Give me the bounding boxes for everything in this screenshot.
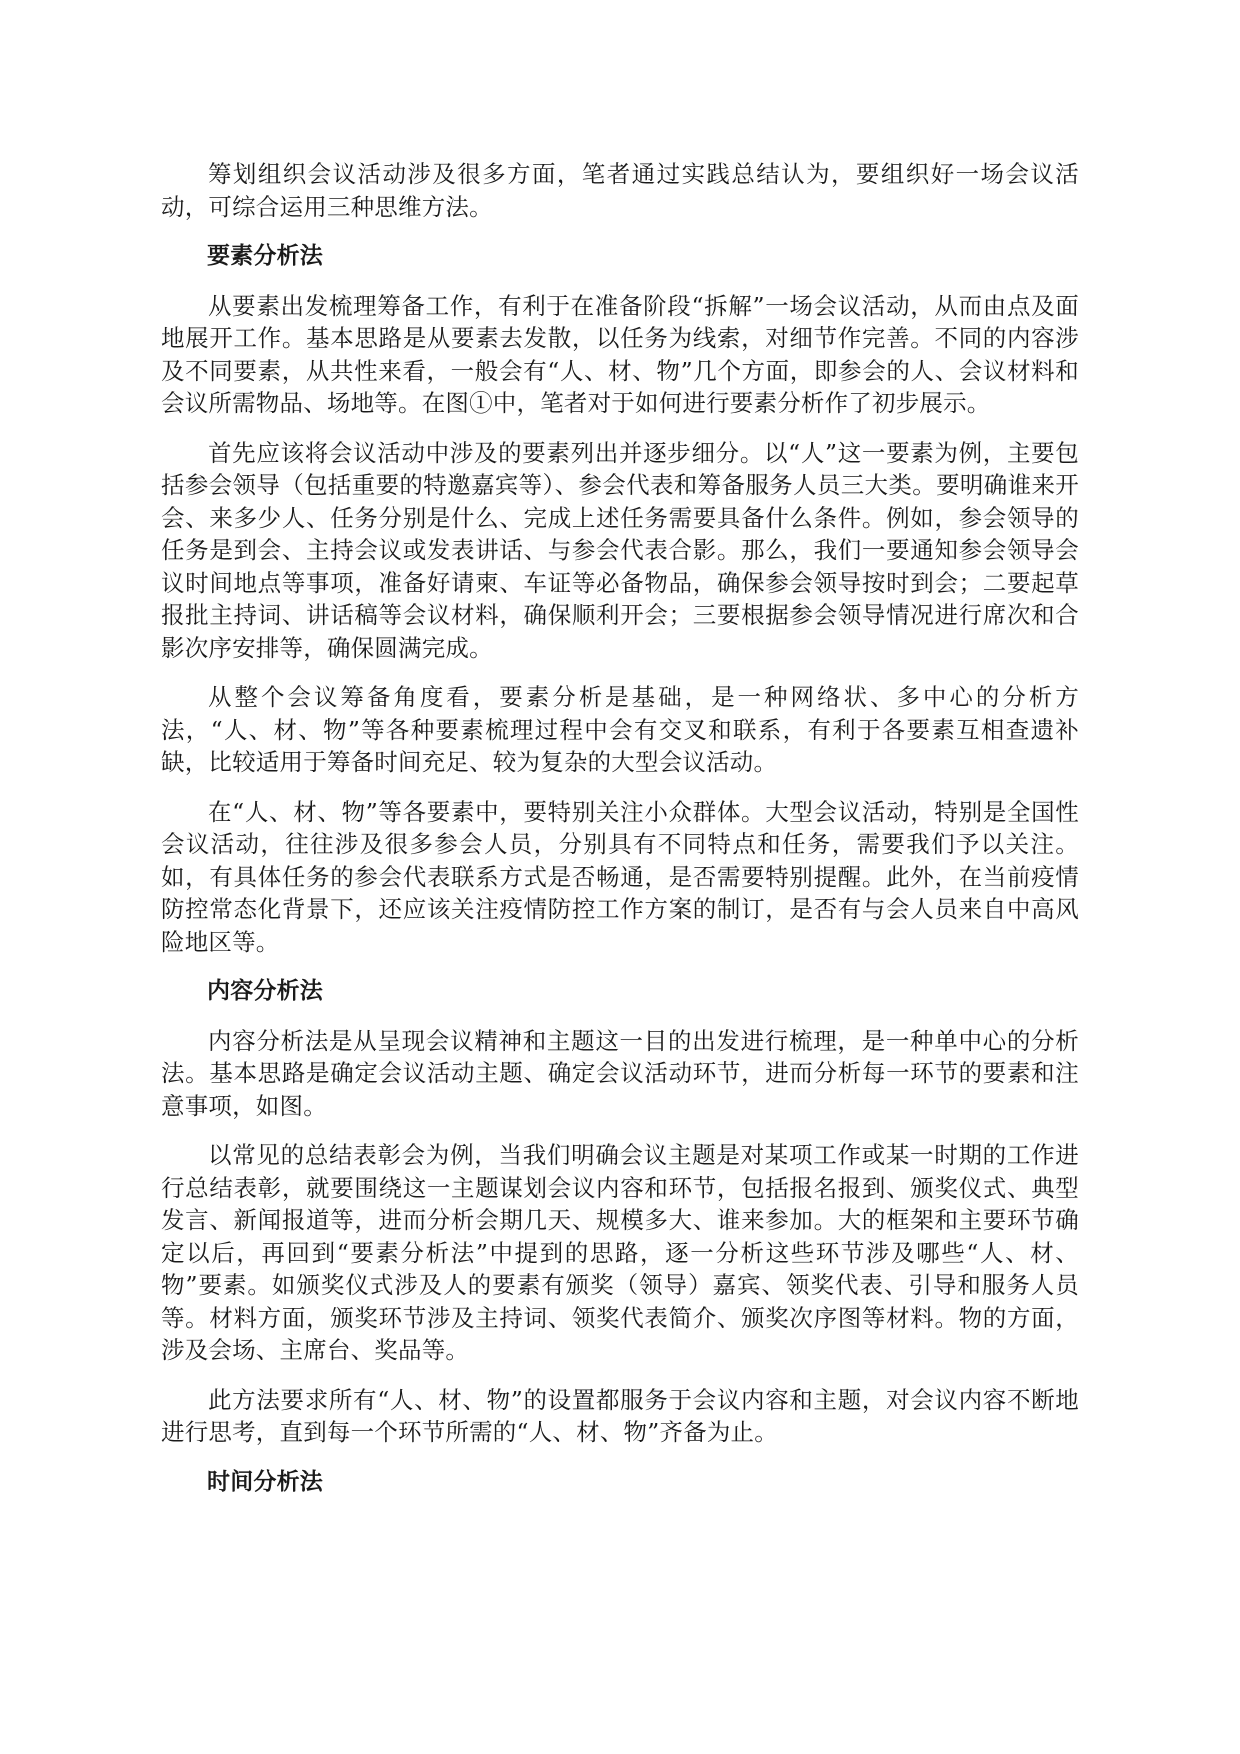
document-body [161,158,1079,1515]
paragraph: 首先应该将会议活动中涉及的要素列出并逐步细分。以“人”这一要素为例，主要包括参会领导（包括重要的特邀嘉宾等）、参会代表和筹备服务人员三大类。要明确谁来开会、来多少人、任务分别是什么、完成上述任务需要具备什么条件。例如，参会领导的任务是到会、主持会议或发表讲话、与参会代表合影。那么，我们一要通知参会领导会议时间地点等事项，准备好请柬、车证等必备物品，确保参会领导按时到会；二要起草报批主持词、讲话稿等会议材料，确保顺利开会；三要根据参会领导情况进行席次和合影次序安排等，确保圆满完成。 [161,438,1079,662]
paragraph: 内容分析法是从呈现会议精神和主题这一目的出发进行梳理，是一种单中心的分析法。基本思路是确定会议活动主题、确定会议活动环节，进而分析每一环节的要素和注意事项，如图。 [161,1026,1079,1120]
paragraph: 从整个会议筹备角度看，要素分析是基础，是一种网络状、多中心的分析方法，“人、材、物”等各种要素梳理过程中会有交叉和联系，有利于各要素互相查遗补缺，比较适用于筹备时间充足、较为复杂的大型会议活动。 [161,683,1079,776]
paragraph: 此方法要求所有“人、材、物”的设置都服务于会议内容和主题，对会议内容不断地进行思考，直到每一个环节所需的“人、材、物”齐备为止。 [161,1385,1079,1446]
paragraph: 在“人、材、物”等各要素中，要特别关注小众群体。大型会议活动，特别是全国性会议活动，往往涉及很多参会人员，分别具有不同特点和任务，需要我们予以关注。如，有具体任务的参会代表联系方式是否畅通，是否需要特别提醒。此外，在当前疫情防控常态化背景下，还应该关注疫情防控工作方案的制订，是否有与会人员来自中高风险地区等。 [161,797,1079,956]
paragraph-intro: 筹划组织会议活动涉及很多方面，笔者通过实践总结认为，要组织好一场会议活动，可综合运用三种思维方法。 [161,160,1079,221]
section-heading-time-analysis: 时间分析法 [207,1468,323,1495]
paragraph: 从要素出发梳理筹备工作，有利于在准备阶段“拆解”一场会议活动，从而由点及面地展开工作。基本思路是从要素去发散，以任务为线索，对细节作完善。不同的内容涉及不同要素，从共性来看，一般会有“人、材、物”几个方面，即参会的人、会议材料和会议所需物品、场地等。在图①中，笔者对于如何进行要素分析作了初步展示。 [161,291,1079,417]
paragraph: 以常见的总结表彰会为例，当我们明确会议主题是对某项工作或某一时期的工作进行总结表彰，就要围绕这一主题谋划会议内容和环节，包括报名报到、颁奖仪式、典型发言、新闻报道等，进而分析会期几天、规模多大、谁来参加。大的框架和主要环节确定以后，再回到“要素分析法”中提到的思路，逐一分析这些环节涉及哪些“人、材、物”要素。如颁奖仪式涉及人的要素有颁奖（领导）嘉宾、领奖代表、引导和服务人员等。材料方面，颁奖环节涉及主持词、领奖代表简介、颁奖次序图等材料。物的方面，涉及会场、主席台、奖品等。 [161,1141,1079,1364]
section-heading-content-analysis: 内容分析法 [207,978,323,1004]
section-heading-element-analysis: 要素分析法 [207,243,323,269]
